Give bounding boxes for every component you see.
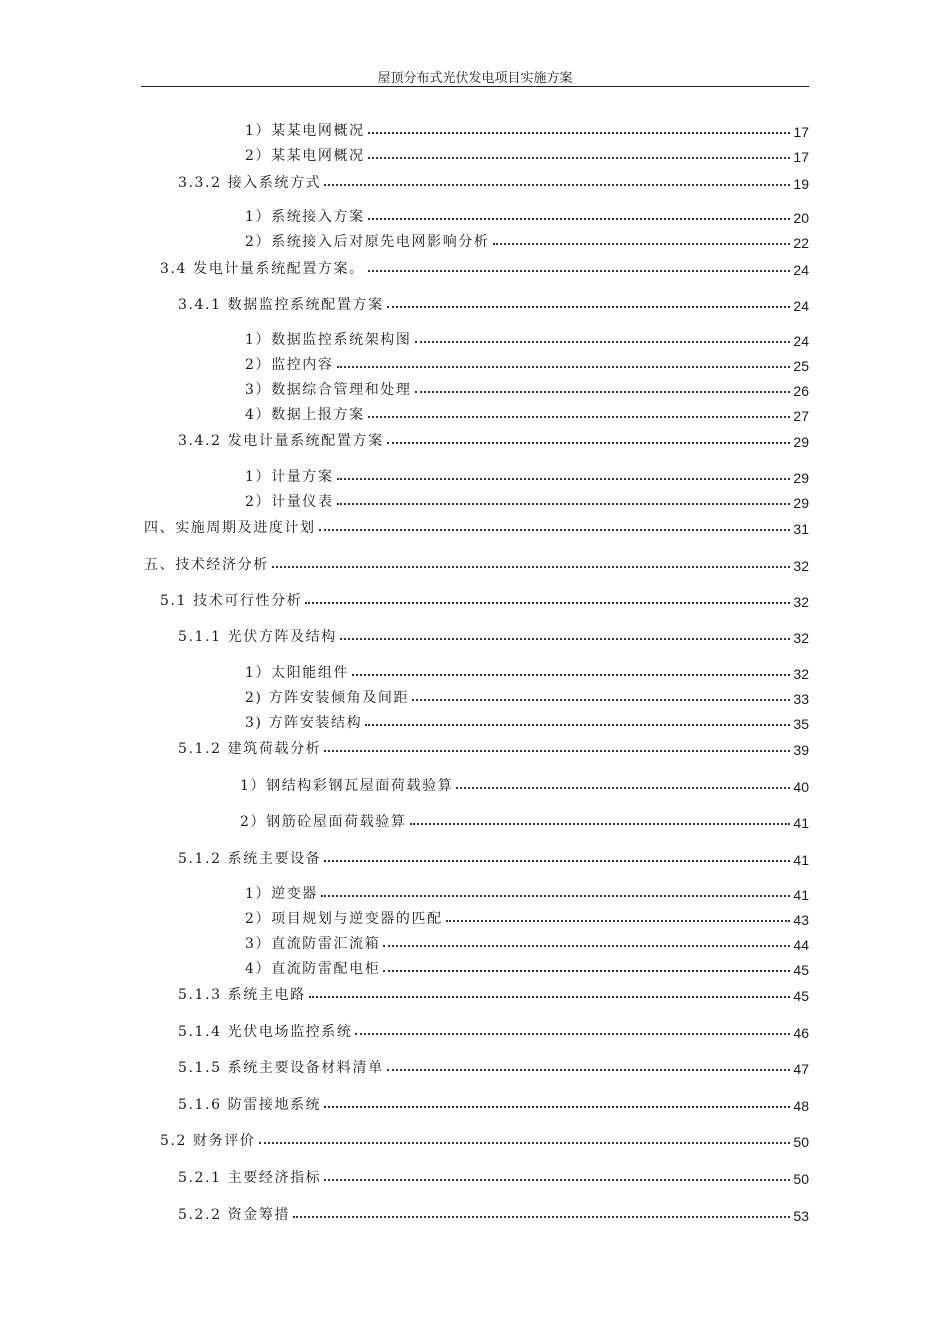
toc-entry-label: 3.3.2 接入系统方式 [178, 175, 322, 191]
toc-dot-leader [324, 1179, 790, 1181]
toc-dot-leader [293, 1216, 790, 1218]
toc-dot-leader [493, 243, 791, 245]
toc-entry-label: 3）数据综合管理和处理 [245, 382, 412, 398]
toc-entry-page-number: 32 [793, 558, 809, 574]
toc-entry[interactable] [245, 464, 809, 486]
toc-dot-leader [324, 860, 790, 862]
toc-entry[interactable] [144, 552, 809, 574]
toc-entry-label: 5.1.4 光伏电场监控系统 [178, 1024, 353, 1040]
toc-entry-page-number: 45 [793, 988, 809, 1004]
toc-entry-label: 3.4 发电计量系统配置方案。 [160, 261, 365, 277]
toc-entry[interactable] [160, 256, 809, 278]
toc-entry[interactable] [178, 428, 809, 450]
toc-entry-label: 1）系统接入方案 [245, 209, 365, 225]
toc-entry-page-number: 53 [793, 1208, 809, 1224]
toc-dot-leader [337, 478, 791, 480]
toc-entry-label: 2）项目规划与逆变器的匹配 [245, 911, 443, 927]
toc-entry-label: 1）某某电网概况 [245, 123, 365, 139]
toc-entry-label: 3）直流防雷汇流箱 [245, 936, 381, 952]
toc-entry-page-number: 25 [793, 358, 809, 374]
toc-entry[interactable] [245, 710, 809, 732]
toc-dot-leader [368, 157, 791, 159]
toc-entry-label: 1）太阳能组件 [245, 665, 350, 681]
toc-entry-page-number: 22 [793, 235, 809, 251]
toc-entry-label: 5.1.2 建筑荷载分析 [178, 741, 322, 757]
toc-entry-page-number: 29 [793, 495, 809, 511]
toc-dot-leader [456, 787, 790, 789]
toc-entry-label: 五、技术经济分析 [144, 557, 269, 573]
toc-entry[interactable] [245, 229, 809, 251]
toc-entry[interactable] [240, 809, 809, 831]
toc-entry-page-number: 39 [793, 742, 809, 758]
toc-entry[interactable] [178, 1165, 809, 1187]
toc-entry-page-number: 29 [793, 434, 809, 450]
toc-entry-label: 5.1.6 防雷接地系统 [178, 1097, 322, 1113]
toc-entry-page-number: 19 [793, 176, 809, 192]
toc-entry-page-number: 32 [793, 630, 809, 646]
toc-entry[interactable] [240, 773, 809, 795]
toc-dot-leader [309, 996, 791, 998]
toc-entry-page-number: 20 [793, 210, 809, 226]
toc-entry-label: 2）钢筋砼屋面荷载验算 [240, 814, 407, 830]
toc-entry-page-number: 46 [793, 1025, 809, 1041]
toc-entry-label: 1）计量方案 [245, 469, 334, 485]
toc-entry[interactable] [245, 352, 809, 374]
toc-entry-label: 1）数据监控系统架构图 [245, 332, 412, 348]
toc-entry-label: 2）计量仪表 [245, 494, 334, 510]
toc-entry-page-number: 29 [793, 470, 809, 486]
toc-entry-label: 5.2 财务评价 [160, 1133, 256, 1149]
toc-dot-leader [324, 1106, 790, 1108]
toc-entry[interactable] [245, 881, 809, 903]
toc-dot-leader [355, 1033, 790, 1035]
toc-entry[interactable] [178, 1202, 809, 1224]
toc-dot-leader [446, 920, 791, 922]
toc-entry-label: 5.1.3 系统主电路 [178, 987, 306, 1003]
toc-entry[interactable] [245, 377, 809, 399]
toc-entry-page-number: 32 [793, 594, 809, 610]
toc-entry[interactable] [245, 685, 809, 707]
toc-dot-leader [340, 638, 791, 640]
toc-entry-page-number: 24 [793, 333, 809, 349]
toc-dot-leader [387, 1069, 791, 1071]
toc-dot-leader [387, 442, 791, 444]
toc-dot-leader [387, 306, 791, 308]
toc-entry[interactable] [245, 660, 809, 682]
toc-entry-page-number: 45 [793, 962, 809, 978]
toc-entry[interactable] [160, 588, 809, 610]
toc-entry-label: 3.4.2 发电计量系统配置方案 [178, 433, 384, 449]
toc-entry[interactable] [245, 906, 809, 928]
toc-entry-page-number: 35 [793, 716, 809, 732]
toc-entry-page-number: 26 [793, 383, 809, 399]
toc-entry-label: 四、实施周期及进度计划 [144, 520, 316, 536]
toc-dot-leader [410, 823, 791, 825]
toc-entry-page-number: 43 [793, 912, 809, 928]
toc-dot-leader [365, 724, 790, 726]
toc-dot-leader [368, 270, 791, 272]
toc-entry[interactable] [178, 1055, 809, 1077]
toc-entry-page-number: 31 [793, 521, 809, 537]
toc-entry-page-number: 41 [793, 887, 809, 903]
toc-entry-label: 1）逆变器 [245, 886, 318, 902]
toc-dot-leader [383, 945, 790, 947]
toc-dot-leader [337, 503, 791, 505]
toc-dot-leader [324, 750, 790, 752]
toc-entry[interactable] [144, 515, 809, 537]
toc-dot-leader [412, 699, 790, 701]
toc-entry-page-number: 40 [793, 779, 809, 795]
toc-dot-leader [272, 566, 791, 568]
toc-entry[interactable] [178, 736, 809, 758]
toc-entry-page-number: 50 [793, 1134, 809, 1150]
toc-entry-label: 2) 方阵安装倾角及间距 [245, 690, 410, 706]
toc-entry-label: 5.1.2 系统主要设备 [178, 851, 322, 867]
toc-entry-page-number: 44 [793, 937, 809, 953]
toc-entry[interactable] [245, 931, 809, 953]
toc-entry[interactable] [178, 982, 809, 1004]
page-header-title: 屋顶分布式光伏发电项目实施方案 [377, 71, 573, 86]
toc-entry-label: 5.2.2 资金筹措 [178, 1207, 291, 1223]
toc-entry-label: 5.2.1 主要经济指标 [178, 1170, 322, 1186]
toc-dot-leader [415, 341, 791, 343]
toc-entry-label: 2）系统接入后对原先电网影响分析 [245, 234, 490, 250]
toc-entry-label: 2）监控内容 [245, 357, 334, 373]
toc-dot-leader [337, 366, 791, 368]
toc-entry[interactable] [178, 292, 809, 314]
toc-entry[interactable] [245, 327, 809, 349]
toc-entry-label: 3.4.1 数据监控系统配置方案 [178, 297, 384, 313]
toc-entry-page-number: 17 [793, 124, 809, 140]
toc-dot-leader [259, 1142, 791, 1144]
toc-dot-leader [368, 416, 791, 418]
toc-entry[interactable] [178, 1092, 809, 1114]
toc-entry-label: 5.1 技术可行性分析 [160, 593, 303, 609]
toc-entry-page-number: 47 [793, 1061, 809, 1077]
toc-entry-page-number: 27 [793, 408, 809, 424]
toc-entry-page-number: 24 [793, 298, 809, 314]
toc-entry[interactable] [178, 1019, 809, 1041]
toc-entry-page-number: 24 [793, 262, 809, 278]
toc-entry[interactable] [245, 143, 809, 165]
toc-dot-leader [368, 218, 791, 220]
toc-dot-leader [321, 895, 791, 897]
toc-entry-label: 1）钢结构彩钢瓦屋面荷载验算 [240, 778, 454, 794]
toc-entry[interactable] [245, 204, 809, 226]
toc-dot-leader [368, 132, 791, 134]
toc-dot-leader [415, 391, 791, 393]
toc-entry-label: 5.1.1 光伏方阵及结构 [178, 629, 337, 645]
toc-entry[interactable] [178, 624, 809, 646]
toc-dot-leader [352, 674, 790, 676]
toc-dot-leader [324, 184, 790, 186]
toc-entry-label: 2）某某电网概况 [245, 148, 365, 164]
toc-entry-page-number: 48 [793, 1098, 809, 1114]
toc-entry-label: 3) 方阵安装结构 [245, 715, 363, 731]
toc-entry-page-number: 32 [793, 666, 809, 682]
toc-entry[interactable] [245, 118, 809, 140]
toc-entry[interactable] [178, 846, 809, 868]
toc-entry-page-number: 41 [793, 852, 809, 868]
toc-entry-page-number: 50 [793, 1171, 809, 1187]
toc-entry[interactable] [245, 402, 809, 424]
toc-entry[interactable] [160, 1128, 809, 1150]
toc-entry-page-number: 33 [793, 691, 809, 707]
toc-entry-label: 5.1.5 系统主要设备材料清单 [178, 1060, 384, 1076]
toc-entry[interactable] [245, 956, 809, 978]
toc-entry-label: 4）直流防雷配电柜 [245, 961, 381, 977]
toc-entry-page-number: 17 [793, 149, 809, 165]
toc-entry[interactable] [178, 170, 809, 192]
toc-entry[interactable] [245, 489, 809, 511]
toc-entry-page-number: 41 [793, 815, 809, 831]
toc-dot-leader [319, 529, 791, 531]
toc-entry-label: 4）数据上报方案 [245, 407, 365, 423]
toc-dot-leader [383, 970, 790, 972]
toc-dot-leader [305, 602, 790, 604]
